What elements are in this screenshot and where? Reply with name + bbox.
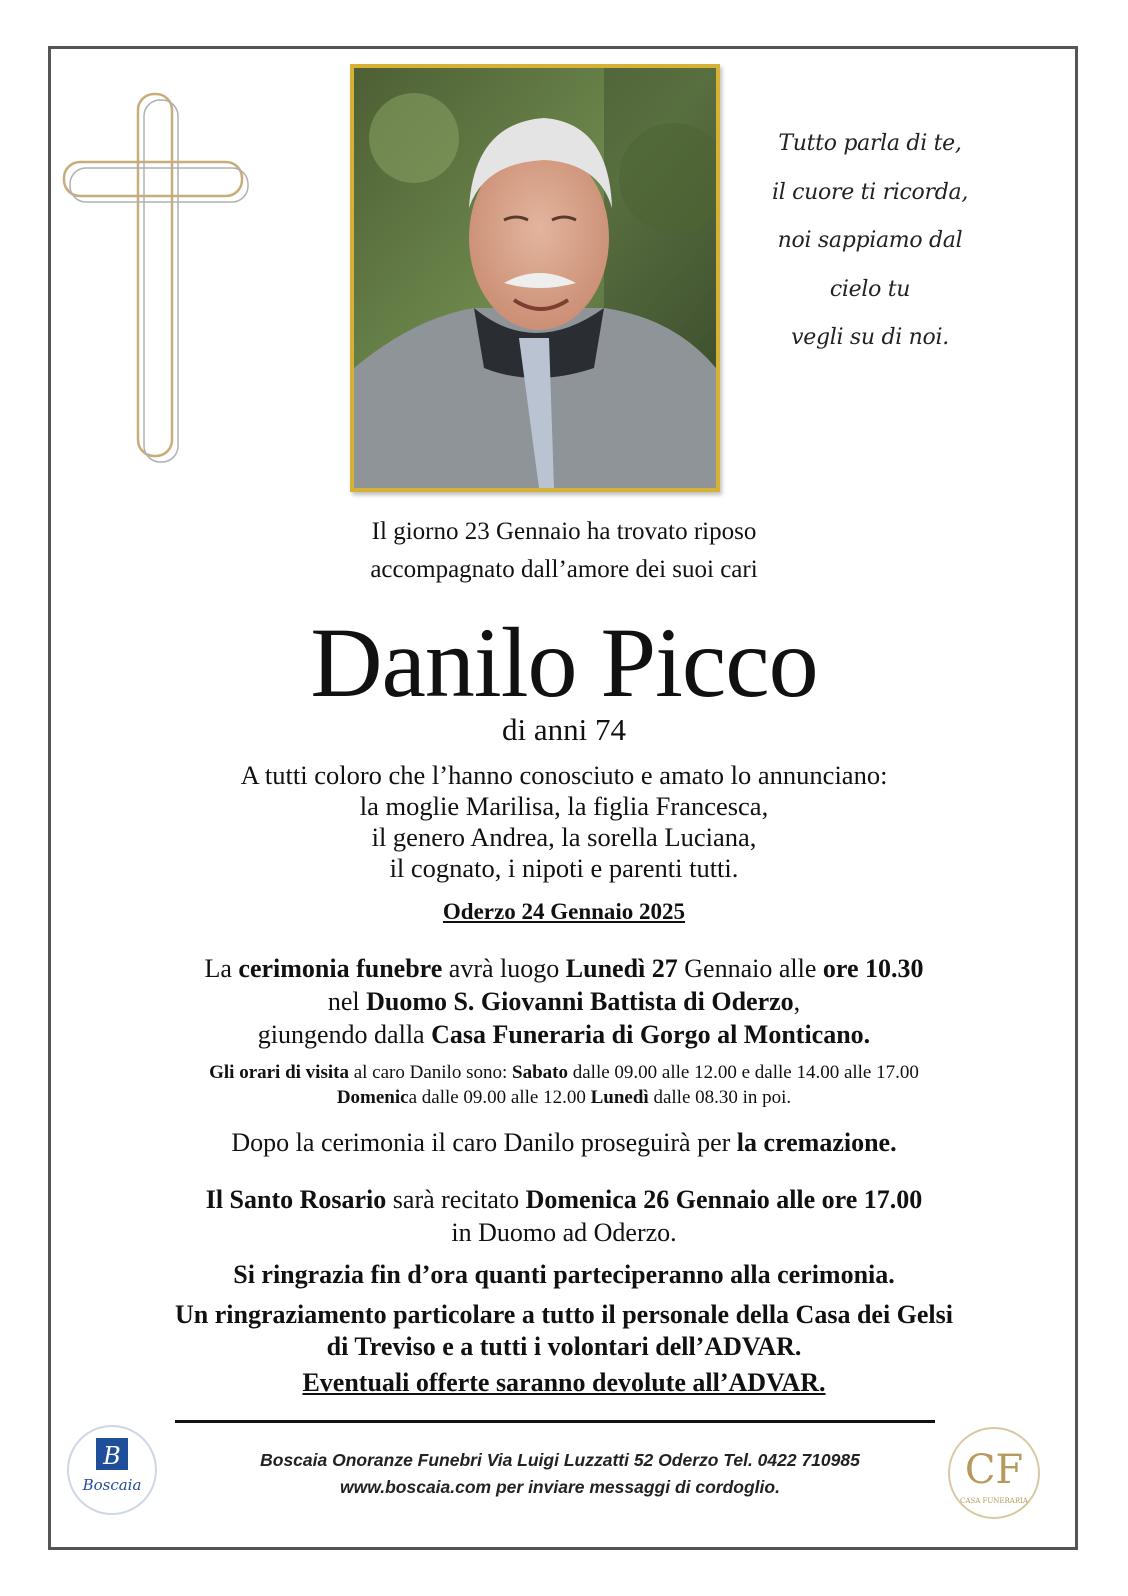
text: Gennaio alle — [677, 954, 823, 983]
visits-line — [60, 1060, 1068, 1085]
text: ore 10.30 — [822, 954, 924, 983]
announcement-line: il genero Andrea, la sorella Luciana, — [371, 822, 757, 852]
text: , — [793, 987, 801, 1016]
announcement-line: il cognato, i nipoti e parenti tutti. — [389, 853, 739, 883]
footer-address: Boscaia Onoranze Funebri Via Luigi Luzzatti 52 Oderzo Tel. 0422 710985 — [260, 1450, 860, 1470]
intro-text — [60, 513, 1068, 589]
ceremony-line — [60, 985, 1068, 1018]
text: la cremazione. — [736, 1128, 897, 1157]
text: Casa Funeraria di Gorgo al Monticano. — [431, 1020, 871, 1049]
text: Lunedì — [590, 1087, 649, 1108]
text: Domenic — [336, 1087, 409, 1108]
rosary-line: in Duomo ad Oderzo. — [451, 1218, 677, 1247]
text: Domenica 26 Gennaio alle ore 17.00 — [525, 1185, 923, 1214]
cremation-info — [60, 1126, 1068, 1160]
poem — [740, 120, 1000, 363]
thanks: Si ringrazia fin d’ora quanti parteciperanno alla cerimonia. — [233, 1260, 895, 1289]
announcement — [60, 760, 1068, 884]
text: a dalle 09.00 alle 12.00 — [408, 1087, 591, 1108]
announcement-line: A tutti coloro che l’hanno conosciuto e amato lo annunciano: — [240, 760, 888, 790]
announcement-line: la moglie Marilisa, la figlia Francesca, — [359, 791, 769, 821]
ceremony-line — [60, 1018, 1068, 1051]
deceased-portrait — [350, 64, 720, 492]
boscaia-logo-wordmark: Boscaia — [82, 1476, 142, 1494]
casa-funeraria-caption: CASA FUNERARIA — [960, 1497, 1028, 1505]
text: Gli orari di visita — [209, 1062, 349, 1083]
text: Duomo S. Giovanni Battista di Oderzo — [366, 987, 794, 1016]
text: cerimonia funebre — [238, 954, 443, 983]
deceased-age: di anni 74 — [502, 712, 626, 747]
visiting-hours — [60, 1060, 1068, 1110]
footer-website: www.boscaia.com per inviare messaggi di cordoglio. — [340, 1477, 780, 1497]
text: al caro Danilo sono: — [348, 1062, 513, 1083]
intro-line: accompagnato dall’amore dei suoi cari — [370, 556, 758, 583]
poem-line: il cuore ti ricorda, — [771, 179, 969, 205]
boscaia-logo — [66, 1424, 158, 1516]
intro-line: Il giorno 23 Gennaio ha trovato riposo — [371, 518, 757, 545]
footer-divider — [175, 1420, 935, 1423]
ceremony-line — [60, 952, 1068, 985]
text: Sabato — [512, 1062, 568, 1083]
text: giungendo dalla — [257, 1020, 432, 1049]
poem-line: noi sappiamo dal — [777, 228, 963, 253]
text: Il Santo Rosario — [205, 1185, 387, 1214]
text: Dopo la cerimonia il caro Danilo proseguirà per — [231, 1128, 737, 1157]
special-thanks-line: di Treviso e a tutti i volontari dell’ADVAR. — [326, 1332, 802, 1361]
poem-line: vegli su di noi. — [791, 325, 949, 350]
special-thanks — [60, 1299, 1068, 1363]
rosary-info — [60, 1183, 1068, 1249]
text: sarà recitato — [386, 1185, 526, 1214]
text: Lunedì 27 — [565, 954, 678, 983]
ceremony-info — [60, 952, 1068, 1051]
text: avrà luogo — [442, 954, 566, 983]
place-date: Oderzo 24 Gennaio 2025 — [442, 899, 686, 924]
text: La — [204, 954, 239, 983]
boscaia-logo-letter: B — [103, 1442, 121, 1470]
cross-icon — [60, 92, 250, 474]
cremation-line — [60, 1126, 1068, 1160]
poem-line: Tutto parla di te, — [778, 131, 962, 156]
casa-funeraria-logo — [946, 1425, 1042, 1521]
offers-note: Eventuali offerte saranno devolute all’ADVAR. — [302, 1368, 826, 1397]
visits-line — [60, 1085, 1068, 1110]
rosary-line — [60, 1183, 1068, 1216]
casa-funeraria-mark: CF — [964, 1447, 1024, 1493]
deceased-name: Danilo Picco — [310, 607, 818, 718]
special-thanks-line: Un ringraziamento particolare a tutto il personale della Casa dei Gelsi — [175, 1300, 953, 1329]
poem-line: cielo tu — [829, 276, 911, 302]
text: dalle 08.30 in poi. — [648, 1087, 792, 1108]
text: dalle 09.00 alle 12.00 e dalle 14.00 alle 17.00 — [567, 1062, 919, 1083]
text: nel — [327, 987, 367, 1016]
